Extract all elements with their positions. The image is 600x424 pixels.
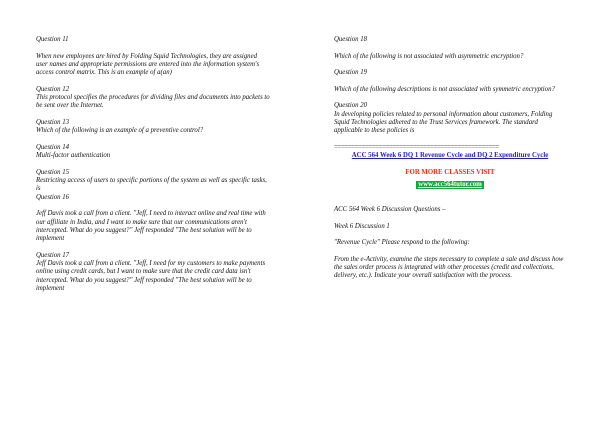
left-column: [36, 36, 270, 293]
question-11-text: When new employees are hired by Folding Squid Technologies, they are assigned user names and appropriate permissions are entered into the information system's access control matrix. This is an example of a(an): [36, 52, 260, 77]
question-14-title: Question 14: [36, 143, 70, 151]
question-18-title: Question 18: [334, 36, 368, 43]
question-17-title: Question 17: [36, 251, 70, 259]
question-20-title: Question 20: [334, 102, 368, 110]
question-14-text: Multi-factor authentication: [36, 152, 111, 160]
question-15-text: Restricting access of users to specific portions of the system as well as specific tasks, is: [36, 177, 267, 193]
question-17-text: Jeff Davis took a call from a client. "Jeff, I need for my customers to make payments online using credit cards, but I want to make sure that the credit card data isn't intercepted. What do you suggest?" Jeff responded "The best solution will be to implement: [36, 260, 266, 292]
question-11-title: Question 11: [36, 36, 69, 43]
question-19-title: Question 19: [334, 69, 368, 77]
discussion-week: Week 6 Discussion 1: [334, 222, 390, 230]
question-13-title: Question 13: [36, 118, 70, 126]
right-column: [334, 36, 566, 281]
question-20-text: In developing policies related to personal information about customers, Folding Squid Technologies adhered to the Trust Services framework. The standard applicable to these policies is: [334, 110, 553, 135]
question-13-text: Which of the following is an example of a preventive control?: [36, 127, 204, 135]
separator-line: ================================================: [334, 143, 499, 151]
question-16-text: Jeff Davis took a call from a client. "Jeff, I need to interact online and real time with our affiliate in India, and I want to make sure that our communications aren't intercepted. What do you suggest?" Jeff responded "The best solution will be to implement: [36, 210, 266, 243]
website-link[interactable]: www.acc564tutor.com: [418, 181, 482, 189]
question-12-text: This protocol specifies the procedures for dividing files and documents into packets to be sent over the Internet.: [36, 94, 270, 110]
question-15-title: Question 15: [36, 168, 70, 176]
course-link[interactable]: ACC 564 Week 6 DQ 1 Revenue Cycle and DQ 2 Expenditure Cycle: [351, 152, 549, 160]
question-19-text: Which of the following descriptions is not associated with symmetric encryption?: [334, 85, 555, 93]
discussion-prompt: "Revenue Cycle" Please respond to the following:: [334, 239, 470, 247]
discussion-text: From the e-Activity, examine the steps necessary to complete a sale and discuss how the sales order process is integrated with other processes (credit and collections, delivery, etc.). Indicate your overall satisfaction with the process.: [334, 255, 564, 280]
question-18-text: Which of the following is not associated with asymmetric encryption?: [334, 52, 524, 60]
question-16-title: Question 16: [36, 193, 70, 201]
question-12-title: Question 12: [36, 85, 70, 93]
discussion-heading: ACC 564 Week 6 Discussion Questions –: [334, 205, 446, 213]
promo-banner: FOR MORE CLASSES VISIT: [405, 168, 495, 176]
